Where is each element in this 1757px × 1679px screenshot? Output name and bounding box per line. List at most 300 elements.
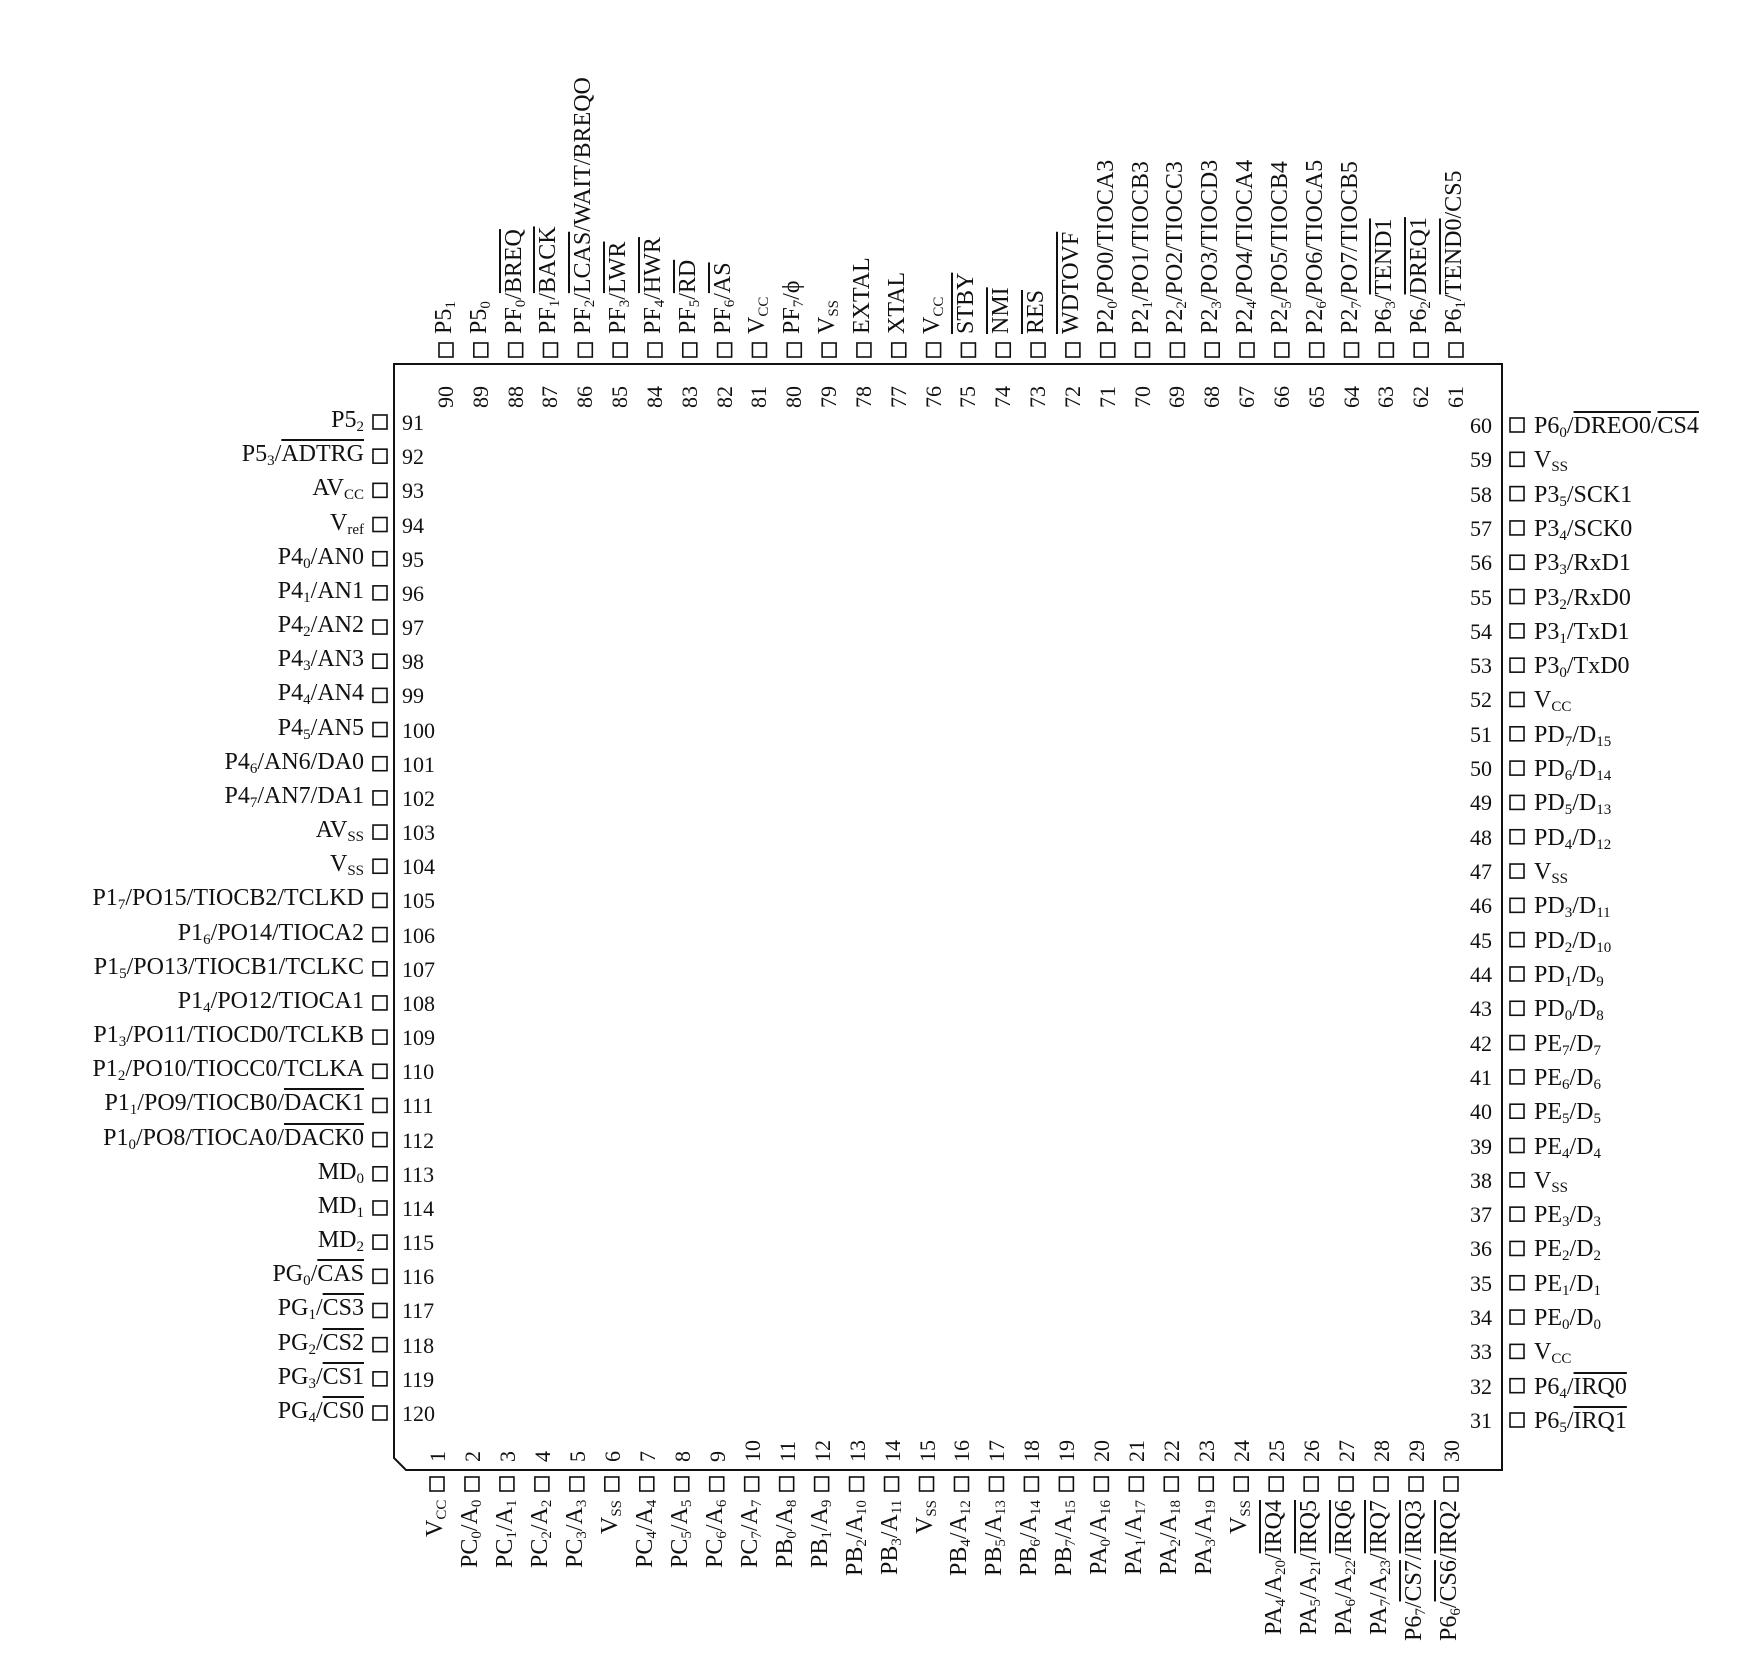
pin-64-label: $P2_7/PO7/TIOCB5$: [1336, 161, 1365, 334]
pin-5-number: 5: [564, 1451, 590, 1462]
pin-12-box: [815, 1477, 829, 1491]
pin-100-number: 100: [402, 717, 435, 743]
pin-55-number: 55: [1470, 584, 1492, 610]
pin-42-number: 42: [1470, 1030, 1492, 1056]
pin-85-number: 85: [607, 386, 633, 408]
pin-51-label: $PD_7/D_{15}$: [1534, 721, 1612, 750]
pin-25-box: [1269, 1477, 1283, 1491]
pin-47-box: [1510, 864, 1524, 878]
pin-76-label: $V_{CC}$: [918, 296, 947, 334]
pin-9-number: 9: [704, 1451, 730, 1462]
pin-34-box: [1510, 1310, 1524, 1324]
pin-109-box: [373, 1030, 387, 1044]
pin-14-label: $PB_3/A_{11}$: [876, 1499, 905, 1575]
pin-27-box: [1339, 1477, 1353, 1491]
pin-19-label: $PB_7/A_{15}$: [1051, 1500, 1080, 1576]
pin-104-label: $V_{SS}$: [329, 851, 364, 880]
pin-26-label: $PA_5/A_{21}/IRQ5$: [1296, 1500, 1325, 1635]
pin-117-label: $PG_1/CS3$: [277, 1295, 364, 1324]
pin-9-label: $PC_6/A_6$: [701, 1499, 730, 1568]
pin-81-box: [752, 343, 766, 357]
pin-99-number: 99: [402, 683, 424, 709]
pin-51-number: 51: [1470, 721, 1492, 747]
pin-23-label: $PA_3/A_{19}$: [1191, 1500, 1220, 1575]
pin-109-number: 109: [402, 1025, 435, 1051]
pin-75-label: STBY: [953, 272, 980, 334]
pin-36-label: $PE_2/D_2$: [1534, 1236, 1602, 1265]
pin-81-label: $V_{CC}$: [744, 296, 773, 334]
pin-79-box: [822, 343, 836, 357]
pin-2-box: [465, 1477, 479, 1491]
pin-69-number: 69: [1164, 386, 1190, 408]
pin-64-number: 64: [1338, 386, 1364, 408]
pin-103-box: [373, 825, 387, 839]
pin-62-number: 62: [1408, 386, 1434, 408]
pin-37-box: [1510, 1207, 1524, 1221]
pin-29-box: [1409, 1477, 1423, 1491]
pin-35-label: $PE_1/D_1$: [1534, 1270, 1602, 1299]
pin-54-number: 54: [1470, 618, 1492, 644]
pin-97-label: $P4_2/AN2$: [277, 612, 364, 641]
pin-84-box: [648, 343, 662, 357]
pin-92-label: $P5_3$/ADTRG: [241, 441, 364, 470]
pin-77-box: [892, 343, 906, 357]
pin-91-box: [373, 415, 387, 429]
pin-75-number: 75: [955, 386, 981, 408]
pin-18-box: [1024, 1477, 1038, 1491]
pin-49-box: [1510, 795, 1524, 809]
pin-91-number: 91: [402, 410, 424, 435]
pin-103-number: 103: [402, 820, 435, 846]
pin-117-box: [373, 1303, 387, 1317]
pin-111-box: [373, 1098, 387, 1112]
pin-93-label: $AV_{CC}$: [312, 475, 364, 504]
pin-84-label: $PF_4/\overline{HWR}$: [639, 237, 668, 334]
pin-38-label: $V_{SS}$: [1534, 1167, 1569, 1196]
pin-74-box: [996, 343, 1010, 357]
pin-30-number: 30: [1439, 1440, 1464, 1462]
pin-104-number: 104: [402, 854, 435, 880]
pin-52-box: [1510, 692, 1524, 706]
pin-46-label: $PD_3/D_{11}$: [1534, 893, 1611, 922]
pin-52-label: $V_{CC}$: [1534, 687, 1572, 716]
pin-104-box: [373, 859, 387, 873]
pin-83-number: 83: [676, 386, 702, 408]
pin-118-number: 118: [402, 1332, 435, 1358]
pin-113-label: $MD_0$: [317, 1158, 364, 1187]
pin-70-box: [1136, 343, 1150, 357]
pin-113-number: 113: [402, 1161, 435, 1187]
pin-99-label: $P4_4/AN4$: [277, 680, 364, 709]
pin-36-number: 36: [1470, 1236, 1492, 1262]
pin-86-number: 86: [572, 386, 598, 408]
pin-90-label: $P5_1$: [431, 301, 459, 334]
pin-37-label: $PE_3/D_3$: [1534, 1202, 1602, 1231]
pin-2-label: $PC_0/A_0$: [456, 1499, 485, 1568]
pin-50-box: [1510, 761, 1524, 775]
pin-77-label: XTAL: [883, 271, 910, 334]
pin-65-number: 65: [1303, 386, 1329, 408]
pin-8-box: [675, 1477, 689, 1491]
pin-61-number: 61: [1443, 386, 1468, 408]
pin-79-number: 79: [816, 386, 842, 408]
pin-20-box: [1094, 1477, 1108, 1491]
pin-103-label: $AV_{SS}$: [315, 817, 364, 846]
pin-88-number: 88: [502, 386, 528, 408]
pin-71-label: $P2_0/PO0/TIOCA3$: [1092, 159, 1121, 334]
pin-1-label: $V_{CC}$: [422, 1499, 450, 1537]
pin-69-box: [1170, 343, 1184, 357]
pin-107-box: [373, 962, 387, 976]
pin-99-box: [373, 688, 387, 702]
pin-107-number: 107: [402, 956, 435, 982]
pin-94-number: 94: [402, 512, 424, 538]
pin-71-box: [1101, 343, 1115, 357]
pin-43-label: $PD_0/D_8$: [1534, 996, 1604, 1025]
pin-48-number: 48: [1470, 824, 1492, 850]
pin-114-number: 114: [402, 1195, 435, 1221]
pin-25-number: 25: [1264, 1440, 1290, 1462]
pin-102-box: [373, 791, 387, 805]
pin-118-label: $PG_2/CS2$: [277, 1329, 364, 1358]
pin-13-box: [850, 1477, 864, 1491]
pin-72-label: WDTOVF: [1057, 231, 1084, 334]
pin-80-number: 80: [781, 386, 807, 408]
pin-1-number: 1: [425, 1451, 450, 1462]
pin-11-number: 11: [774, 1440, 800, 1462]
pin-101-box: [373, 757, 387, 771]
pin-42-box: [1510, 1036, 1524, 1050]
pin-21-box: [1129, 1477, 1143, 1491]
pin-40-number: 40: [1470, 1099, 1492, 1125]
pin-39-box: [1510, 1139, 1524, 1153]
pin-33-box: [1510, 1344, 1524, 1358]
pin-32-number: 32: [1470, 1373, 1492, 1399]
pin-91-label: $P5_2$: [331, 407, 364, 435]
pin-50-label: $PD_6/D_{14}$: [1534, 756, 1612, 785]
pin-95-box: [373, 552, 387, 566]
pin-6-number: 6: [599, 1451, 625, 1462]
pin-23-number: 23: [1194, 1440, 1220, 1462]
pin-38-number: 38: [1470, 1167, 1492, 1193]
pin-108-box: [373, 996, 387, 1010]
pin-102-number: 102: [402, 785, 435, 811]
pin-11-label: $PB_0/A_8$: [771, 1499, 800, 1568]
pin-75-box: [961, 343, 975, 357]
pin-59-number: 59: [1470, 447, 1492, 473]
pin-3-label: $PC_1/A_1$: [491, 1499, 520, 1568]
pin-67-number: 67: [1234, 386, 1260, 408]
pin-115-label: $MD_2$: [317, 1227, 364, 1256]
pin-47-label: $V_{SS}$: [1534, 859, 1569, 888]
pin-100-box: [373, 723, 387, 737]
pin-87-label: $PF_1$/BACK: [535, 226, 564, 334]
pin-32-box: [1510, 1379, 1524, 1393]
pin-38-box: [1510, 1173, 1524, 1187]
pin-5-label: $PC_3/A_3$: [561, 1499, 590, 1568]
pin-98-number: 98: [402, 649, 424, 675]
pin-8-number: 8: [669, 1451, 695, 1462]
pin-4-number: 4: [529, 1451, 555, 1462]
pin-105-number: 105: [402, 888, 435, 914]
pin-97-box: [373, 620, 387, 634]
pin-39-number: 39: [1470, 1133, 1492, 1159]
pin-55-box: [1510, 590, 1524, 604]
pin-102-label: $P4_7/AN7/DA1$: [224, 782, 364, 811]
pin-111-label: $P1_1/PO9/TIOCB0/DACK1$: [104, 1090, 364, 1119]
pin-59-label: $V_{SS}$: [1534, 447, 1569, 476]
pin-96-box: [373, 586, 387, 600]
pin-86-box: [578, 343, 592, 357]
pin-90-box: [439, 343, 453, 357]
pin-63-label: $P6_3/TEND1$: [1371, 218, 1400, 334]
pin-5-box: [570, 1477, 584, 1491]
pin-21-label: $PA_1/A_{17}$: [1121, 1500, 1150, 1575]
pin-18-number: 18: [1019, 1440, 1045, 1462]
pin-77-number: 77: [885, 386, 911, 408]
pin-60-number: 60: [1470, 413, 1492, 438]
pin-16-number: 16: [949, 1440, 975, 1462]
pin-15-box: [920, 1477, 934, 1491]
pin-106-box: [373, 928, 387, 942]
pin-110-box: [373, 1064, 387, 1078]
pin-44-label: $PD_1/D_9$: [1534, 961, 1604, 990]
pin-107-label: $P1_5/PO13/TIOCB1$/TCLKC: [93, 953, 364, 982]
pin-30-label: $P6_6/CS6/IRQ2$: [1436, 1500, 1464, 1641]
pin-48-label: $PD_4/D_{12}$: [1534, 824, 1612, 853]
pin-40-label: $PE_5/D_5$: [1534, 1099, 1602, 1128]
pin-72-box: [1066, 343, 1080, 357]
pin-60-label: $P6_0/DREO0/CS4$: [1534, 413, 1699, 441]
pin-44-number: 44: [1470, 961, 1492, 987]
pin-62-label: $P6_2/DREQ1$: [1406, 217, 1435, 334]
pin-87-box: [543, 343, 557, 357]
pin-45-label: $PD_2/D_{10}$: [1534, 927, 1612, 956]
pin-33-label: $V_{CC}$: [1534, 1339, 1572, 1368]
pin-80-box: [787, 343, 801, 357]
pin-53-box: [1510, 658, 1524, 672]
pin-53-label: $P3_0/TxD0$: [1534, 653, 1630, 682]
pin-67-box: [1240, 343, 1254, 357]
pin-63-number: 63: [1373, 386, 1399, 408]
pin-35-number: 35: [1470, 1270, 1492, 1296]
pin-28-label: $PA_7/A_{23}/IRQ7$: [1366, 1500, 1395, 1635]
pin-68-label: $P2_3/PO3/TIOCD3$: [1197, 159, 1226, 334]
pin-69-label: $P2_2/PO2/TIOCC3$: [1162, 161, 1191, 334]
pin-42-label: $PE_7/D_7$: [1534, 1030, 1602, 1059]
pin-54-box: [1510, 624, 1524, 638]
pin-119-box: [373, 1372, 387, 1386]
pin-51-box: [1510, 727, 1524, 741]
pin-35-box: [1510, 1276, 1524, 1290]
pin-41-label: $PE_6/D_6$: [1534, 1064, 1602, 1093]
pin-1-box: [430, 1477, 444, 1491]
pin-57-number: 57: [1470, 515, 1492, 541]
pin-94-box: [373, 518, 387, 532]
pin-74-number: 74: [990, 386, 1016, 408]
pin-23-box: [1199, 1477, 1213, 1491]
pin-85-label: $PF_3/\overline{LWR}$: [605, 241, 634, 334]
pin-28-box: [1374, 1477, 1388, 1491]
pin-6-box: [605, 1477, 619, 1491]
pin-49-number: 49: [1470, 790, 1492, 816]
pin-89-number: 89: [467, 386, 493, 408]
pin-7-number: 7: [634, 1451, 660, 1462]
pin-57-box: [1510, 521, 1524, 535]
pin-27-label: $PA_6/A_{22}/IRQ6$: [1331, 1500, 1360, 1635]
pin-74-label: $\overline{NMI}$: [988, 287, 1015, 334]
pin-82-label: $PF_6/\overline{AS}$: [709, 262, 738, 334]
pin-24-label: $V_{SS}$: [1226, 1499, 1255, 1534]
pin-73-number: 73: [1025, 386, 1051, 408]
pin-101-number: 101: [402, 751, 435, 777]
pin-65-box: [1310, 343, 1324, 357]
pin-32-label: $P6_4/IRQ0$: [1534, 1373, 1627, 1402]
pin-57-label: $P3_4/SCK0$: [1534, 515, 1633, 544]
pin-43-box: [1510, 1001, 1524, 1015]
pin-119-label: $PG_3/CS1$: [277, 1363, 364, 1392]
pin-46-box: [1510, 898, 1524, 912]
pin-116-label: $PG_0/\overline{CAS}$: [272, 1261, 364, 1290]
pin-105-box: [373, 893, 387, 907]
pin-7-label: $PC_4/A_4$: [631, 1499, 660, 1568]
pin-60-box: [1510, 418, 1524, 432]
pin-65-label: $P2_6/PO6/TIOCA5$: [1301, 159, 1330, 334]
pin-78-number: 78: [850, 386, 876, 408]
pin-3-box: [500, 1477, 514, 1491]
pin-112-number: 112: [402, 1127, 435, 1153]
pin-89-box: [474, 343, 488, 357]
pin-83-box: [683, 343, 697, 357]
pin-16-box: [954, 1477, 968, 1491]
pin-90-number: 90: [433, 386, 458, 408]
pin-2-number: 2: [459, 1451, 485, 1462]
pin-9-box: [710, 1477, 724, 1491]
pin-26-number: 26: [1299, 1440, 1325, 1462]
pin-45-number: 45: [1470, 927, 1492, 953]
pin-43-number: 43: [1470, 996, 1492, 1022]
pin-92-number: 92: [402, 444, 424, 470]
pin-95-label: $P4_0/AN0$: [277, 543, 364, 572]
pin-70-label: $P2_1/PO1/TIOCB3$: [1127, 161, 1156, 334]
pin-12-label: $PB_1/A_9$: [806, 1499, 835, 1568]
pin-114-box: [373, 1201, 387, 1215]
pin-110-label: $P1_2/PO10/TIOCC0$/TCLKA: [92, 1056, 364, 1085]
pin-16-label: $PB_4/A_{12}$: [946, 1500, 975, 1576]
pin-93-box: [373, 483, 387, 497]
pin-63-box: [1379, 343, 1393, 357]
pin-14-number: 14: [879, 1440, 905, 1462]
pin-58-label: $P3_5/SCK1$: [1534, 481, 1633, 510]
pin-45-box: [1510, 933, 1524, 947]
pin-29-label: $P6_7/CS7/IRQ3$: [1401, 1500, 1430, 1641]
pin-116-box: [373, 1269, 387, 1283]
pin-59-box: [1510, 452, 1524, 466]
pin-70-number: 70: [1129, 386, 1155, 408]
pin-14-box: [885, 1477, 899, 1491]
pin-24-box: [1234, 1477, 1248, 1491]
pin-26-box: [1304, 1477, 1318, 1491]
pin-79-label: $V_{SS}$: [814, 299, 843, 334]
pin-83-label: $PF_5/\overline{RD}$: [674, 259, 703, 334]
pin-40-box: [1510, 1104, 1524, 1118]
pin-98-box: [373, 654, 387, 668]
pin-15-number: 15: [914, 1440, 940, 1462]
pin-31-number: 31: [1470, 1408, 1492, 1433]
pin-100-label: $P4_5/AN5$: [277, 714, 364, 743]
package-body: [394, 364, 1502, 1470]
pin-13-number: 13: [844, 1440, 870, 1462]
pin-88-box: [509, 343, 523, 357]
pin-96-number: 96: [402, 580, 424, 606]
pin-108-label: $P1_4/PO12/TIOCA1$: [177, 987, 364, 1016]
pin-50-number: 50: [1470, 756, 1492, 782]
pin-21-number: 21: [1124, 1440, 1150, 1462]
pin-117-number: 117: [402, 1298, 435, 1324]
pin-46-number: 46: [1470, 893, 1492, 919]
pin-86-label: $PF_2/LCAS/WAIT$/BREQO: [570, 77, 599, 334]
pin-114-label: $MD_1$: [317, 1192, 364, 1221]
pin-76-box: [927, 343, 941, 357]
pin-106-number: 106: [402, 922, 435, 948]
pin-76-number: 76: [920, 386, 946, 408]
pin-27-number: 27: [1334, 1440, 1360, 1462]
pin-20-number: 20: [1089, 1440, 1115, 1462]
pin-22-label: $PA_2/A_{18}$: [1156, 1500, 1185, 1575]
pin-31-box: [1510, 1413, 1524, 1427]
pin-85-box: [613, 343, 627, 357]
pin-29-number: 29: [1404, 1440, 1430, 1462]
pin-105-label: $P1_7/PO15/TIOCB2$/TCLKD: [92, 885, 364, 914]
pin-109-label: $P1_3/PO11/TIOCD0$/TCLKB: [93, 1022, 364, 1051]
pin-88-label: $PF_0$/BREQ: [500, 229, 529, 334]
pin-56-box: [1510, 555, 1524, 569]
pin-82-number: 82: [711, 386, 737, 408]
pin-81-number: 81: [746, 386, 772, 408]
pin-7-box: [640, 1477, 654, 1491]
pin-97-number: 97: [402, 615, 424, 641]
pin-66-number: 66: [1268, 386, 1294, 408]
pin-68-box: [1205, 343, 1219, 357]
pin-93-number: 93: [402, 478, 424, 504]
pin-12-number: 12: [809, 1440, 835, 1462]
pin-95-number: 95: [402, 546, 424, 572]
pin-119-number: 119: [402, 1366, 435, 1392]
pin-11-box: [780, 1477, 794, 1491]
pin-78-box: [857, 343, 871, 357]
pin-33-number: 33: [1470, 1339, 1492, 1365]
pin-118-box: [373, 1338, 387, 1352]
pin-10-box: [745, 1477, 759, 1491]
pin-13-label: $PB_2/A_{10}$: [841, 1500, 870, 1576]
pin-17-box: [989, 1477, 1003, 1491]
pin-25-label: $PA_4/A_{20}/IRQ4$: [1261, 1500, 1290, 1635]
pin-4-label: $PC_2/A_2$: [526, 1499, 555, 1568]
pin-58-number: 58: [1470, 481, 1492, 507]
pin-61-box: [1449, 343, 1463, 357]
pin-106-label: $P1_6/PO14/TIOCA2$: [177, 919, 364, 948]
pin-67-label: $P2_4/PO4/TIOCA4$: [1232, 159, 1261, 334]
pin-112-box: [373, 1133, 387, 1147]
pin-112-label: $P1_0/PO8/TIOCA0/DACK0$: [103, 1124, 364, 1153]
pin-56-label: $P3_3/RxD1$: [1534, 550, 1631, 579]
pin-101-label: $P4_6/AN6/DA0$: [224, 748, 364, 777]
pin-10-number: 10: [739, 1440, 765, 1462]
pin-66-box: [1275, 343, 1289, 357]
pin-94-label: $V_{ref}$: [330, 509, 364, 538]
pin-80-label: $PF_7/\phi$: [779, 280, 808, 334]
pin-4-box: [535, 1477, 549, 1491]
